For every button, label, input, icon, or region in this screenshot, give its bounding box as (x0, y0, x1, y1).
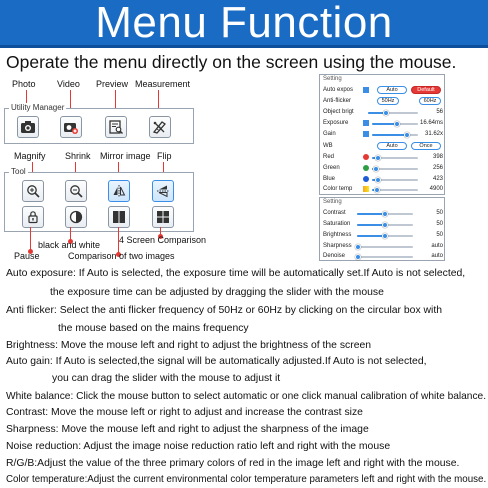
anti-flicker-50hz-option[interactable]: 50Hz (377, 97, 399, 105)
saturation-row (323, 220, 443, 228)
blue-slider[interactable] (372, 179, 418, 181)
sharpness-label: Sharpness (323, 243, 352, 249)
callout-pause: Pause (14, 251, 40, 261)
four-screen-compare-button[interactable] (152, 206, 174, 228)
mirror-icon (112, 184, 126, 198)
slider-knob[interactable] (383, 110, 389, 116)
desc-noise-reduction: Noise reduction: Adjust the image noise reduction ratio left and right with the mouse (6, 441, 391, 452)
slider-knob[interactable] (375, 155, 381, 161)
tool-label: Tool (11, 167, 26, 176)
green-row (323, 164, 443, 172)
brightness-row (323, 231, 443, 239)
contrast-label: Contrast (323, 210, 346, 216)
blue-row (323, 175, 443, 183)
red-slider[interactable] (372, 157, 418, 159)
desc-anti-flicker: Anti flicker: Select the anti flicker frequency of 50Hz or 60Hz by clicking on the circular box with (6, 305, 443, 316)
flip-icon (156, 184, 170, 198)
four-screen-icon (156, 210, 170, 224)
slider-knob[interactable] (355, 254, 361, 260)
black-white-button[interactable] (65, 206, 87, 228)
exposure-icon (363, 120, 369, 126)
auto-exposure-icon (363, 87, 369, 93)
brightness-slider[interactable] (357, 235, 413, 237)
contrast-value: 50 (436, 210, 443, 216)
measurement-button[interactable] (149, 116, 171, 138)
desc-color-temperature: Color temperature:Adjust the current environmental color temperature parameters left and right with the mouse. (6, 474, 487, 485)
auto-exposure-auto-button[interactable]: Auto (377, 86, 407, 94)
slider-knob[interactable] (374, 187, 380, 193)
color-temp-icon (363, 186, 369, 192)
white-balance-once-button[interactable]: Once (411, 142, 441, 150)
anti-flicker-label: Anti-flicker (323, 98, 352, 104)
anti-flicker-row (323, 97, 443, 105)
white-balance-auto-button[interactable]: Auto (377, 142, 407, 150)
video-button[interactable] (60, 116, 82, 138)
desc-brightness: Brightness: Move the mouse left and right to adjust the brightness of the screen (6, 340, 372, 351)
settings-panel-camera (319, 74, 445, 195)
preview-button[interactable] (105, 116, 127, 138)
callout-preview: Preview (96, 79, 129, 89)
white-balance-row (323, 142, 443, 150)
auto-exposure-row (323, 86, 443, 94)
desc-white-balance: White balance: Click the mouse button to select automatic or one click manual calibration of white balance. (6, 391, 487, 402)
utility-manager-label: Utility Manager (11, 103, 65, 112)
photo-button[interactable] (17, 116, 39, 138)
callout-four-screen: 4 Screen Comparison (119, 235, 207, 245)
green-value: 256 (432, 165, 443, 171)
brightness-value: 50 (436, 232, 443, 238)
settings-title: Setting (323, 199, 342, 205)
desc-auto-exposure: Auto exposure: If Auto is selected, the exposure time will be automatically set.If Auto is not selected, (6, 268, 466, 279)
denoise-value: auto (431, 253, 443, 259)
exposure-label: Exposure (323, 120, 349, 126)
color-temp-slider[interactable] (372, 189, 418, 191)
mirror-button[interactable] (108, 180, 130, 202)
black-white-icon (69, 210, 83, 224)
slider-knob[interactable] (382, 222, 388, 228)
saturation-label: Saturation (323, 221, 351, 227)
red-row (323, 153, 443, 161)
sharpness-value: auto (431, 243, 443, 249)
flip-button[interactable] (152, 180, 174, 202)
blue-value: 423 (432, 176, 443, 182)
video-camera-icon (63, 120, 79, 134)
subtitle: Operate the menu directly on the screen using the mouse. (6, 52, 457, 72)
page-title: Menu Function (95, 0, 393, 47)
settings-panel-image (319, 197, 445, 261)
callout-flip: Flip (157, 151, 172, 161)
blue-color-icon (363, 176, 369, 182)
preview-icon (108, 120, 124, 134)
slider-knob[interactable] (373, 166, 379, 172)
color-temp-row (323, 185, 443, 193)
slider-knob[interactable] (355, 244, 361, 250)
object-brightness-label: Object brigt (323, 109, 354, 115)
desc-sharpness: Sharpness: Move the mouse left and right to adjust the sharpness of the image (6, 424, 369, 435)
denoise-label: Denoise (323, 253, 346, 259)
blue-label: Blue (323, 176, 336, 182)
sharpness-slider[interactable] (357, 246, 413, 248)
pause-button[interactable] (22, 206, 44, 228)
gain-value: 31.62x (424, 131, 443, 137)
title-banner (0, 0, 488, 48)
anti-flicker-60hz-option[interactable]: 60Hz (419, 97, 441, 105)
gain-row (323, 130, 443, 138)
gain-label: Gain (323, 131, 336, 137)
denoise-slider[interactable] (357, 256, 413, 258)
object-brightness-slider[interactable] (368, 112, 418, 114)
two-image-icon (112, 210, 126, 224)
desc-auto-gain: Auto gain: If Auto is selected,the signal will be automatically adjusted.If Auto is not selected, (6, 356, 427, 367)
gain-slider[interactable] (372, 134, 418, 136)
slider-knob[interactable] (382, 211, 388, 217)
exposure-value: 16.64ms (419, 120, 443, 126)
callout-mirror: Mirror image (100, 151, 151, 161)
zoom-in-icon (26, 184, 40, 198)
green-label: Green (323, 165, 340, 171)
slider-knob[interactable] (394, 121, 400, 127)
pause-lock-icon (26, 210, 40, 224)
saturation-value: 50 (436, 221, 443, 227)
saturation-slider[interactable] (357, 224, 413, 226)
zoom-out-icon (69, 184, 83, 198)
shrink-button[interactable] (65, 180, 87, 202)
auto-exposure-label: Auto expos (323, 87, 354, 93)
brightness-label: Brightness (323, 232, 352, 238)
color-temp-value: 4900 (429, 186, 443, 192)
desc-anti-flicker-cont: the mouse based on the mains frequency (58, 323, 249, 334)
denoise-row (323, 252, 443, 260)
exposure-row (323, 119, 443, 127)
object-brightness-value: 56 (436, 109, 443, 115)
object-brightness-row (323, 108, 443, 116)
callout-black-white: black and white (38, 240, 101, 250)
slider-knob[interactable] (375, 177, 381, 183)
slider-knob[interactable] (382, 233, 388, 239)
desc-rgb: R/G/B:Adjust the value of the three primary colors of red in the image left and right with the mouse. (6, 458, 460, 469)
auto-exposure-default-button[interactable]: Default (411, 86, 441, 94)
color-temp-label: Color temp (323, 186, 353, 192)
tool-panel (4, 167, 194, 232)
red-value: 398 (432, 154, 443, 160)
contrast-slider[interactable] (357, 213, 413, 215)
green-color-icon (363, 165, 369, 171)
callout-line (30, 227, 31, 250)
callout-shrink: Shrink (65, 151, 91, 161)
green-slider[interactable] (372, 168, 418, 170)
gain-icon (363, 131, 369, 137)
contrast-row (323, 209, 443, 217)
utility-manager-panel (4, 103, 194, 144)
desc-auto-exposure-cont: the exposure time can be adjusted by dragging the slider with the mouse (50, 287, 384, 298)
callout-compare-two: Comparison of two images (68, 251, 175, 261)
measurement-icon (152, 120, 168, 134)
red-label: Red (323, 154, 335, 160)
callout-photo: Photo (12, 79, 36, 89)
desc-auto-gain-cont: you can drag the slider with the mouse to adjust it (52, 373, 281, 384)
exposure-slider[interactable] (372, 123, 418, 125)
callout-magnify: Magnify (14, 151, 46, 161)
magnify-button[interactable] (22, 180, 44, 202)
sharpness-row (323, 242, 443, 250)
settings-title: Setting (323, 76, 342, 82)
callout-video: Video (57, 79, 80, 89)
two-image-compare-button[interactable] (108, 206, 130, 228)
slider-knob[interactable] (404, 132, 410, 138)
desc-contrast: Contrast: Move the mouse left or right to adjust and increase the contrast size (6, 407, 363, 418)
camera-icon (20, 120, 36, 134)
callout-measurement: Measurement (135, 79, 191, 89)
white-balance-label: WB (323, 143, 333, 149)
red-color-icon (363, 154, 369, 160)
